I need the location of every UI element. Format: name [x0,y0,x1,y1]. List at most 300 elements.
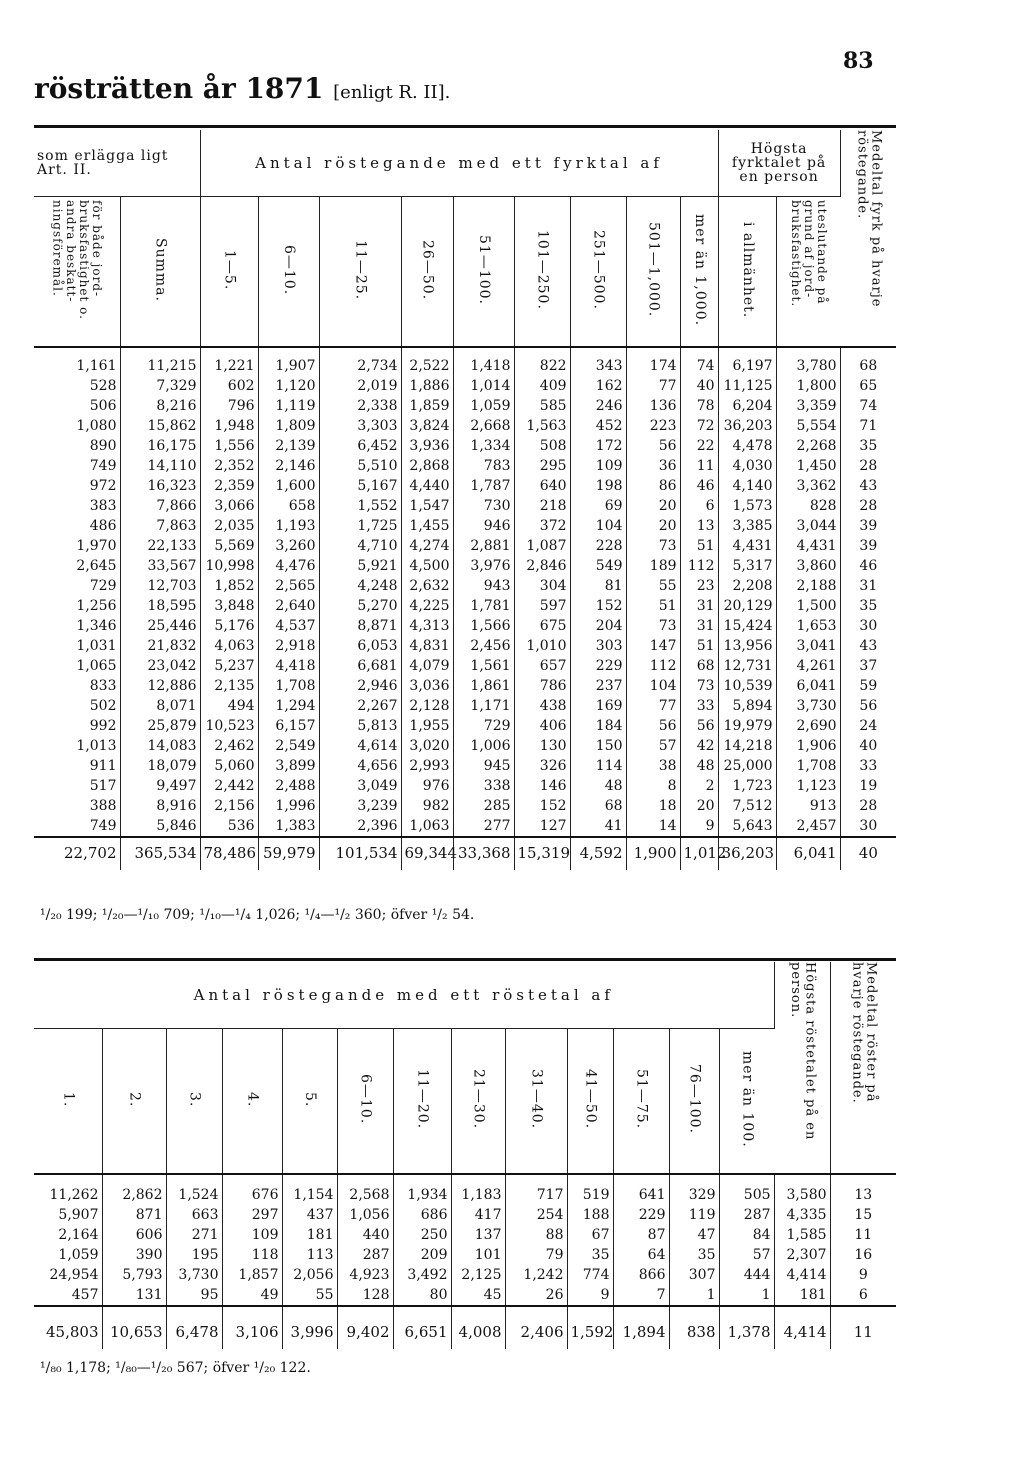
table-cell: 2,645 [34,556,120,576]
column-header-label: 76—100. [686,1064,703,1135]
table-cell: 72 [680,416,718,436]
table-row [34,347,896,376]
table-cell: 4,079 [401,656,453,676]
table-cell: 1,787 [453,476,514,496]
table-cell: 5,237 [200,656,258,676]
table-cell: 33 [680,696,718,716]
table-cell: 3,824 [401,416,453,436]
table-cell: 4,656 [319,756,401,776]
table-cell: 4,313 [401,616,453,636]
table-cell: 295 [514,456,570,476]
table-cell: 35 [567,1245,613,1265]
table-cell: 8,071 [120,696,200,716]
table-cell: 5,643 [718,816,776,837]
table-cell: 56 [680,716,718,736]
table-cell: 730 [453,496,514,516]
group-head-medeltal [840,130,896,347]
table-cell: 502 [34,696,120,716]
table-cell: 585 [514,396,570,416]
table-cell: 169 [570,696,626,716]
table-cell: 5,270 [319,596,401,616]
table-cell: 8 [626,776,680,796]
table-cell: 9 [567,1285,613,1306]
total-cell: 40 [840,837,896,870]
table-cell: 9 [858,1266,868,1283]
table-cell: 4,261 [776,656,840,676]
table-cell: 25,879 [120,716,200,736]
table-cell: 437 [282,1205,337,1225]
table-cell: 452 [570,416,626,436]
table-cell: 11,262 [34,1174,102,1205]
table-cell: 162 [570,376,626,396]
table-cell: 48 [680,756,718,776]
table-cell: 218 [514,496,570,516]
table-cell: 2,146 [258,456,319,476]
table-cell: 2,019 [319,376,401,396]
total-cell: 59,979 [258,837,319,870]
header-column-row [34,1029,896,1174]
table-cell: 4,440 [401,476,453,496]
table-cell: 4,335 [774,1205,830,1225]
table-row [34,736,896,756]
table-cell: 4,030 [718,456,776,476]
column-header [669,1029,719,1174]
total-cell: 22,702 [34,837,120,870]
table-cell: 25,446 [120,616,200,636]
table-cell: 20 [626,496,680,516]
column-header [200,197,258,347]
table-cell: 1,256 [34,596,120,616]
table-cell: 2,338 [319,396,401,416]
table-cell: 1,561 [453,656,514,676]
total-cell: 78,486 [200,837,258,870]
table-cell: 229 [613,1205,669,1225]
table-cell: 59 [859,677,878,694]
table-cell: 866 [613,1265,669,1285]
table-cell: 3,730 [776,696,840,716]
table-cell: 1,996 [258,796,319,816]
column-header-label: 11—25. [352,239,369,300]
table-cell: 2,156 [200,796,258,816]
table-cell: 10,523 [200,716,258,736]
table-row [34,536,896,556]
total-cell: 365,534 [120,837,200,870]
table-cell: 1,547 [401,496,453,516]
table-cell: 3,385 [718,516,776,536]
total-cell: 3,996 [282,1306,337,1349]
table-cell: 79 [505,1245,567,1265]
table-cell: 1,948 [200,416,258,436]
table-cell: 911 [34,756,120,776]
table-cell: 16 [854,1246,873,1263]
table-cell: 77 [626,376,680,396]
table-cell: 6,053 [319,636,401,656]
table-cell: 486 [34,516,120,536]
table-cell: 6 [858,1286,868,1303]
table-cell: 1,886 [401,376,453,396]
table-cell: 3,239 [319,796,401,816]
column-header [102,1029,166,1174]
table-cell: 31 [680,596,718,616]
table-cell: 26 [505,1285,567,1306]
table-cell: 438 [514,696,570,716]
table-cell: 65 [859,377,878,394]
table-cell: 6,041 [776,676,840,696]
table-fyrktal [34,130,896,870]
table-cell: 7,863 [120,516,200,536]
total-cell: 6,478 [166,1306,222,1349]
table-cell: 43 [859,477,878,494]
table-row [34,716,896,736]
table-cell: 104 [626,676,680,696]
table-cell: 749 [34,456,120,476]
table-cell: 5,317 [718,556,776,576]
table-cell: 4,710 [319,536,401,556]
table-cell: 1,010 [514,636,570,656]
table-cell: 229 [570,656,626,676]
table-cell: 23,042 [120,656,200,676]
table-cell: 1,861 [453,676,514,696]
table-cell: 80 [393,1285,451,1306]
table2-top-rule [34,958,896,961]
table-cell: 982 [401,796,453,816]
table-cell: 3,303 [319,416,401,436]
table-cell: 4,476 [258,556,319,576]
table-cell: 1,725 [319,516,401,536]
table-cell: 31 [859,577,878,594]
table-cell: 4,831 [401,636,453,656]
table-cell: 505 [719,1174,774,1205]
table-row [34,1225,896,1245]
column-header-label: 26—50. [419,239,436,300]
hogsta-label: Högsta röstetalet på en person. [788,962,818,1141]
total-cell: 1,592 [567,1306,613,1349]
table-cell: 2,488 [258,776,319,796]
table-cell: 1,056 [337,1205,393,1225]
column-header [567,1029,613,1174]
table-cell: 2,918 [258,636,319,656]
table-cell: 45 [451,1285,505,1306]
table-cell: 136 [626,396,680,416]
table-cell: 113 [282,1245,337,1265]
table-cell: 130 [514,736,570,756]
table-cell: 2,164 [34,1225,102,1245]
table-cell: 24,954 [34,1265,102,1285]
column-header [626,197,680,347]
table-cell: 640 [514,476,570,496]
table-cell: 822 [514,347,570,376]
table-cell: 2,862 [102,1174,166,1205]
table-cell: 2,188 [776,576,840,596]
total-cell: 36,203 [718,837,776,870]
table-cell: 1,171 [453,696,514,716]
table-cell: 1,852 [200,576,258,596]
table-cell: 56 [859,697,878,714]
column-header-label: mer än 1,000. [691,213,708,326]
table-cell: 112 [626,656,680,676]
column-header [514,197,570,347]
table-cell: 8,871 [319,616,401,636]
total-cell: 6,041 [776,837,840,870]
table-cell: 1,524 [166,1174,222,1205]
table-cell: 287 [337,1245,393,1265]
table-row [34,696,896,716]
table-cell: 152 [570,596,626,616]
table-cell: 137 [451,1225,505,1245]
table-cell: 237 [570,676,626,696]
table-cell: 1,119 [258,396,319,416]
table-cell: 55 [282,1285,337,1306]
table-cell: 77 [626,696,680,716]
column-header [613,1029,669,1174]
table-cell: 4,614 [319,736,401,756]
table-cell: 749 [34,816,120,837]
table-cell: 1,183 [451,1174,505,1205]
column-header [680,197,718,347]
table-row [34,396,896,416]
table-cell: 1,970 [34,536,120,556]
table-cell: 14,083 [120,736,200,756]
table-cell: 287 [719,1205,774,1225]
table-cell: 457 [34,1285,102,1306]
table-cell: 73 [626,616,680,636]
table-cell: 2,352 [200,456,258,476]
table-cell: 2,734 [319,347,401,376]
table-cell: 3,020 [401,736,453,756]
table-cell: 20,129 [718,596,776,616]
table-row [34,576,896,596]
table-cell: 20 [680,796,718,816]
table-cell: 536 [200,816,258,837]
table-cell: 2,868 [401,456,453,476]
table-cell: 304 [514,576,570,596]
column-header [718,197,776,347]
table-cell: 48 [570,776,626,796]
table-cell: 943 [453,576,514,596]
table-cell: 307 [669,1265,719,1285]
table-cell: 3,036 [401,676,453,696]
table-cell: 25,000 [718,756,776,776]
column-header [451,1029,505,1174]
table-cell: 68 [680,656,718,676]
column-header-label: 2. [126,1091,143,1107]
table-cell: 23 [680,576,718,596]
table-row [34,756,896,776]
table-cell: 4,431 [718,536,776,556]
table-cell: 81 [570,576,626,596]
table-cell: 1,031 [34,636,120,656]
column-header [453,197,514,347]
total-row [34,837,896,870]
total-cell: 11 [830,1306,896,1349]
table-cell: 118 [222,1245,282,1265]
table-cell: 1,334 [453,436,514,456]
total-cell: 10,653 [102,1306,166,1349]
table-cell: 1,566 [453,616,514,636]
table-cell: 2,268 [776,436,840,456]
table-cell: 38 [626,756,680,776]
table-cell: 16,175 [120,436,200,456]
column-header [401,197,453,347]
table-cell: 1,221 [200,347,258,376]
table-cell: 597 [514,596,570,616]
table-row [34,456,896,476]
table-cell: 783 [453,456,514,476]
table-cell: 204 [570,616,626,636]
title-main: rösträtten år 1871 [34,72,324,105]
table-cell: 641 [613,1174,669,1205]
table-cell: 46 [680,476,718,496]
table-cell: 22,133 [120,536,200,556]
column-header [166,1029,222,1174]
table-cell: 8,216 [120,396,200,416]
table-cell: 1,708 [776,756,840,776]
table-row [34,796,896,816]
table-cell: 2,359 [200,476,258,496]
table-cell: 1,723 [718,776,776,796]
table-cell: 3,780 [776,347,840,376]
table-cell: 528 [34,376,120,396]
table-cell: 1,563 [514,416,570,436]
table-row [34,476,896,496]
table-cell: 5,846 [120,816,200,837]
table-cell: 3,848 [200,596,258,616]
table-cell: 71 [859,417,878,434]
table-cell: 112 [680,556,718,576]
table-cell: 2,208 [718,576,776,596]
table-cell: 39 [859,517,878,534]
table-cell: 4,063 [200,636,258,656]
table-cell: 68 [570,796,626,816]
table-row [34,1265,896,1285]
table-row [34,816,896,837]
table-cell: 1,907 [258,347,319,376]
table-cell: 3,362 [776,476,840,496]
table-cell: 74 [680,347,718,376]
total-cell: 1,894 [613,1306,669,1349]
table-cell: 14,218 [718,736,776,756]
table-cell: 4,418 [258,656,319,676]
table-cell: 10,998 [200,556,258,576]
table-cell: 8,916 [120,796,200,816]
table-cell: 11,215 [120,347,200,376]
table-cell: 254 [505,1205,567,1225]
column-header-label: 1—5. [221,249,238,290]
table-cell: 74 [859,397,878,414]
table-cell: 18 [626,796,680,816]
total-cell: 3,106 [222,1306,282,1349]
table-cell: 57 [626,736,680,756]
table-cell: 945 [453,756,514,776]
table-row [34,596,896,616]
table-cell: 1,573 [718,496,776,516]
table-cell: 2 [680,776,718,796]
column-header-label: 251—500. [590,229,607,310]
medeltal-label: Medeltal röster på hvarje röstegande. [849,962,879,1104]
column-header-label: uteslutande på grund af jord-bruksfastighet. [788,199,830,307]
table-cell: 189 [626,556,680,576]
table-cell: 9,497 [120,776,200,796]
table-cell: 913 [776,796,840,816]
table-cell: 2,549 [258,736,319,756]
column-header-label: mer än 100. [739,1050,756,1148]
column-header [319,197,401,347]
table-cell: 15 [854,1206,873,1223]
table-cell: 2,135 [200,676,258,696]
table-cell: 5,921 [319,556,401,576]
column-header-label: 3. [186,1091,203,1107]
table-cell: 1,859 [401,396,453,416]
table-cell: 976 [401,776,453,796]
table-cell: 3,730 [166,1265,222,1285]
table-cell: 184 [570,716,626,736]
table-cell: 1,455 [401,516,453,536]
table-cell: 1,955 [401,716,453,736]
table-cell: 409 [514,376,570,396]
table-cell: 1,556 [200,436,258,456]
table-row [34,776,896,796]
total-cell: 838 [669,1306,719,1349]
table-cell: 1,450 [776,456,840,476]
table-cell: 2,565 [258,576,319,596]
header-group-row [34,962,896,1029]
table-cell: 833 [34,676,120,696]
table-cell: 1,087 [514,536,570,556]
table-cell: 4,500 [401,556,453,576]
table-cell: 2,632 [401,576,453,596]
table-cell: 20 [626,516,680,536]
table-cell: 2,128 [401,696,453,716]
table-cell: 18,595 [120,596,200,616]
table-cell: 2,125 [451,1265,505,1285]
table-cell: 223 [626,416,680,436]
table-cell: 2,442 [200,776,258,796]
table-row [34,656,896,676]
table-cell: 2,035 [200,516,258,536]
table-cell: 7,512 [718,796,776,816]
table-cell: 2,993 [401,756,453,776]
table-cell: 33 [859,757,878,774]
table-row [34,616,896,636]
table-cell: 729 [453,716,514,736]
table-cell: 1,014 [453,376,514,396]
table-cell: 18,079 [120,756,200,776]
table-cell: 372 [514,516,570,536]
table-cell: 51 [626,596,680,616]
table-cell: 2,139 [258,436,319,456]
table-rostetal [34,962,896,1349]
table-cell: 602 [200,376,258,396]
table-cell: 3,580 [774,1174,830,1205]
table-cell: 2,267 [319,696,401,716]
table-cell: 1,552 [319,496,401,516]
table-cell: 1,600 [258,476,319,496]
table-cell: 5,894 [718,696,776,716]
table-cell: 109 [570,456,626,476]
table-cell: 55 [626,576,680,596]
table-cell: 871 [102,1205,166,1225]
table-cell: 35 [859,597,878,614]
table-row [34,376,896,396]
table-row [34,636,896,656]
table-cell: 36,203 [718,416,776,436]
column-header-label: 51—100. [476,234,493,305]
table-cell: 1,154 [282,1174,337,1205]
table-cell: 297 [222,1205,282,1225]
table-cell: 383 [34,496,120,516]
table-cell: 1,708 [258,676,319,696]
table-cell: 24 [859,717,878,734]
